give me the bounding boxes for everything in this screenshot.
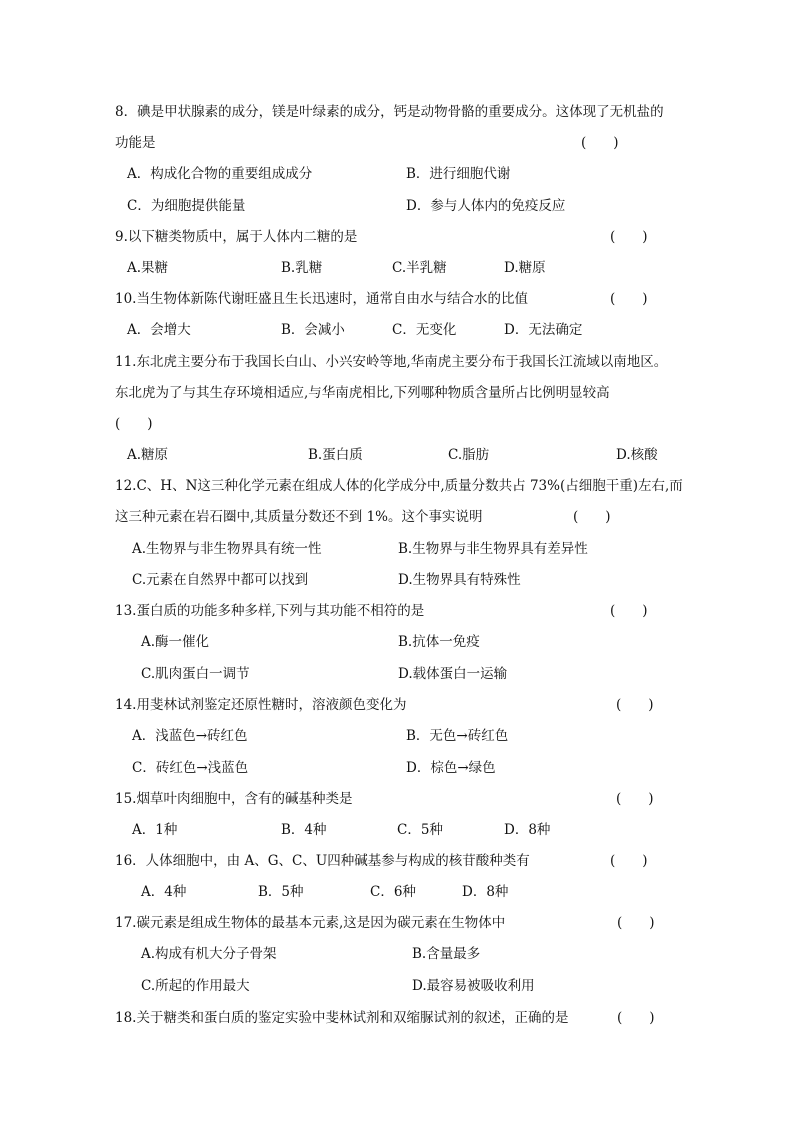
answer-blank[interactable]: ( ) — [573, 509, 611, 525]
question-text: 11.东北虎主要分布于我国长白山、小兴安岭等地,华南虎主要分布于我国长江流域以南地区。 — [115, 354, 668, 370]
option-b[interactable]: B．5种 — [258, 884, 304, 900]
option-a[interactable]: A．1种 — [132, 822, 178, 838]
option-b[interactable]: B.乳糖 — [281, 260, 323, 276]
question-text: 15.烟草叶肉细胞中，含有的碱基种类是 — [115, 791, 353, 807]
answer-blank[interactable]: ( ) — [610, 229, 648, 245]
question-text: 东北虎为了与其生存环境相适应,与华南虎相比,下列哪种物质含量所占比例明显较高 — [115, 385, 610, 401]
option-d[interactable]: D.载体蛋白一运输 — [398, 666, 508, 682]
option-c[interactable]: C．砖红色→浅蓝色 — [132, 760, 249, 776]
option-a[interactable]: A.生物界与非生物界具有统一性 — [132, 541, 322, 557]
answer-blank[interactable]: ( ) — [115, 416, 153, 432]
answer-blank[interactable]: ( ) — [581, 135, 619, 151]
option-c[interactable]: C．6种 — [370, 884, 416, 900]
answer-blank[interactable]: ( ) — [610, 291, 648, 307]
answer-blank[interactable]: ( ) — [617, 915, 655, 931]
question-text: 功能是 — [115, 135, 156, 151]
option-a[interactable]: A．会增大 — [127, 322, 191, 338]
answer-blank[interactable]: ( ) — [616, 697, 654, 713]
question-text: 16．人体细胞中，由 A、G、C、U四种碱基参与构成的核苷酸种类有 — [115, 853, 530, 869]
option-a[interactable]: A.构成有机大分子骨架 — [141, 946, 277, 962]
question-text: 13.蛋白质的功能多种多样,下列与其功能不相符的是 — [115, 603, 425, 619]
option-a[interactable]: A．4种 — [141, 884, 187, 900]
option-d[interactable]: D．棕色→绿色 — [406, 760, 496, 776]
question-text: 18.关于糖类和蛋白质的鉴定实验中斐林试剂和双缩脲试剂的叙述，正确的是 — [115, 1010, 569, 1026]
option-a[interactable]: A.果糖 — [127, 260, 169, 276]
option-d[interactable]: D．8种 — [462, 884, 509, 900]
option-a[interactable]: A．构成化合物的重要组成成分 — [127, 166, 313, 182]
question-text: 17.碳元素是组成生物体的最基本元素,这是因为碳元素在生物体中 — [115, 915, 506, 931]
option-d[interactable]: D．8种 — [504, 822, 551, 838]
option-a[interactable]: A.糖原 — [127, 447, 169, 463]
option-d[interactable]: D．参与人体内的免疫反应 — [406, 198, 566, 214]
option-c[interactable]: C．5种 — [397, 822, 443, 838]
question-text: 12.C、H、N这三种化学元素在组成人体的化学成分中,质量分数共占 73%(占细胞干重)左右,而 — [115, 478, 683, 494]
option-b[interactable]: B.蛋白质 — [308, 447, 363, 463]
answer-blank[interactable]: ( ) — [610, 603, 648, 619]
question-text: 10.当生物体新陈代谢旺盛且生长迅速时，通常自由水与结合水的比值 — [115, 291, 528, 307]
option-b[interactable]: B．4种 — [281, 822, 327, 838]
option-c[interactable]: C.肌肉蛋白一调节 — [141, 666, 250, 682]
option-b[interactable]: B．会减小 — [281, 322, 345, 338]
option-a[interactable]: A.酶一催化 — [141, 634, 210, 650]
option-c[interactable]: C.脂肪 — [448, 447, 490, 463]
answer-blank[interactable]: ( ) — [610, 853, 648, 869]
question-text: 8．碘是甲状腺素的成分，镁是叶绿素的成分，钙是动物骨骼的重要成分。这体现了无机盐的 — [115, 104, 664, 120]
question-text: 14.用斐林试剂鉴定还原性糖时，溶液颜色变化为 — [115, 697, 407, 713]
answer-blank[interactable]: ( ) — [616, 791, 654, 807]
option-b[interactable]: B.含量最多 — [412, 946, 481, 962]
option-b[interactable]: B．进行细胞代谢 — [406, 166, 511, 182]
option-c[interactable]: C．无变化 — [392, 322, 457, 338]
question-text: 这三种元素在岩石圈中,其质量分数还不到 1%。这个事实说明 — [115, 509, 483, 525]
option-d[interactable]: D.核酸 — [616, 447, 658, 463]
option-d[interactable]: D.最容易被吸收利用 — [412, 978, 535, 994]
question-text: 9.以下糖类物质中，属于人体内二糖的是 — [115, 229, 358, 245]
option-d[interactable]: D.生物界具有特殊性 — [398, 572, 521, 588]
option-c[interactable]: C.半乳糖 — [392, 260, 447, 276]
option-c[interactable]: C.所起的作用最大 — [141, 978, 250, 994]
option-d[interactable]: D．无法确定 — [504, 322, 583, 338]
option-b[interactable]: B.抗体一免疫 — [398, 634, 480, 650]
option-c[interactable]: C.元素在自然界中都可以找到 — [132, 572, 309, 588]
answer-blank[interactable]: ( ) — [617, 1010, 655, 1026]
option-a[interactable]: A．浅蓝色→砖红色 — [132, 728, 248, 744]
option-b[interactable]: B.生物界与非生物界具有差异性 — [398, 541, 588, 557]
option-d[interactable]: D.糖原 — [504, 260, 546, 276]
option-b[interactable]: B．无色→砖红色 — [406, 728, 509, 744]
option-c[interactable]: C．为细胞提供能量 — [127, 198, 246, 214]
